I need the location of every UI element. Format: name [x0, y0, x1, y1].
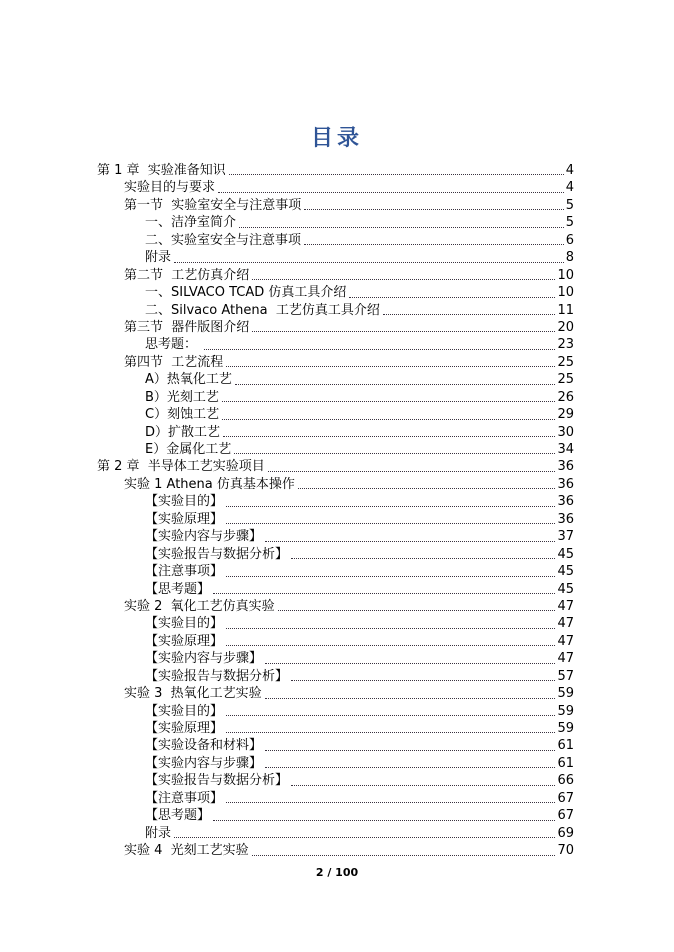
toc-entry[interactable] [97, 511, 574, 528]
toc-entry-page: 47 [557, 616, 574, 632]
toc-entry[interactable] [97, 424, 574, 441]
leader-dots [265, 750, 555, 751]
toc-entry-page: 5 [565, 215, 574, 231]
leader-dots [213, 593, 555, 594]
toc-entry-label: 一、SILVACO TCAD 仿真工具介绍 [145, 285, 347, 301]
toc-entry[interactable] [97, 807, 574, 824]
toc-entry-label: 【注意事项】 [145, 790, 224, 806]
toc-entry-page: 47 [557, 633, 574, 649]
leader-dots [226, 523, 555, 524]
toc-entry[interactable] [97, 615, 574, 632]
leader-dots [223, 436, 555, 437]
leader-dots [204, 349, 555, 350]
toc-entry[interactable] [97, 598, 574, 615]
leader-dots [239, 227, 564, 228]
toc-entry-label: 实验 4 光刻工艺实验 [124, 843, 249, 859]
leader-dots [218, 192, 564, 193]
toc-entry-label: 【思考题】 [145, 581, 211, 597]
leader-dots [291, 785, 555, 786]
leader-dots [226, 366, 555, 367]
toc-entry[interactable] [97, 825, 574, 842]
toc-entry-label: 【实验内容与步骤】 [145, 529, 263, 545]
toc-entry-label: 第 2 章 半导体工艺实验项目 [97, 459, 265, 475]
toc-entry[interactable] [97, 162, 574, 179]
toc-entry-page: 57 [557, 668, 574, 684]
toc-entry-label: E）金属化工艺 [145, 442, 232, 457]
leader-dots [252, 855, 556, 856]
toc-entry[interactable] [97, 493, 574, 510]
toc-entry-page: 36 [557, 459, 574, 475]
leader-dots [222, 401, 556, 402]
toc-entry-page: 5 [565, 197, 574, 213]
toc-entry[interactable] [97, 772, 574, 789]
toc-entry-page: 36 [557, 494, 574, 510]
toc-entry[interactable] [97, 842, 574, 859]
toc-entry[interactable] [97, 633, 574, 650]
toc-entry-label: 二、Silvaco Athena 工艺仿真工具介绍 [145, 302, 380, 318]
toc-entry[interactable] [97, 458, 574, 475]
toc-entry[interactable] [97, 581, 574, 598]
toc-entry-page: 4 [565, 163, 574, 178]
toc-entry-page: 67 [557, 808, 574, 824]
toc-entry-page: 6 [565, 232, 574, 248]
toc-entry-label: D）扩散工艺 [145, 424, 221, 440]
toc-entry-label: 附录 [145, 825, 172, 841]
toc-entry-label: 第 1 章 实验准备知识 [97, 163, 226, 178]
page-title: 目录 [310, 126, 363, 151]
toc-entry-label: 【实验报告与数据分析】 [145, 668, 289, 684]
toc-entry-label: 附录 [145, 250, 172, 266]
leader-dots [226, 715, 555, 716]
toc-entry-label: 【注意事项】 [145, 564, 224, 580]
toc-entry[interactable] [97, 197, 574, 214]
leader-dots [304, 244, 564, 245]
toc-entry-page: 70 [557, 843, 574, 859]
toc-entry-label: 【思考题】 [145, 808, 211, 824]
leader-dots [349, 297, 555, 298]
toc-entry-label: 第四节 工艺流程 [124, 354, 224, 370]
toc-entry-page: 45 [557, 581, 574, 597]
toc-entry-page: 36 [557, 511, 574, 527]
toc-entry-label: 【实验报告与数据分析】 [145, 773, 289, 789]
toc-entry-label: 第二节 工艺仿真介绍 [124, 267, 250, 283]
toc-entry[interactable] [97, 703, 574, 720]
leader-dots [226, 645, 555, 646]
leader-dots [174, 262, 564, 263]
toc-entry-page: 23 [557, 337, 574, 353]
toc-entry-label: 【实验内容与步骤】 [145, 755, 263, 771]
toc-entry-page: 34 [557, 442, 574, 457]
leader-dots [278, 610, 556, 611]
toc-entry-page: 59 [557, 686, 574, 702]
leader-dots [265, 663, 555, 664]
leader-dots [234, 453, 555, 454]
toc-entry-label: 第三节 器件版图介绍 [124, 319, 250, 335]
leader-dots [226, 802, 555, 803]
toc-entry[interactable] [97, 685, 574, 702]
toc-entry[interactable] [97, 302, 574, 319]
toc-entry[interactable] [97, 354, 574, 371]
toc-entry-page: 4 [565, 180, 574, 196]
toc-entry-label: 【实验原理】 [145, 721, 224, 736]
leader-dots [222, 419, 555, 420]
toc-entry[interactable] [97, 406, 574, 423]
leader-dots [383, 314, 556, 315]
toc-entry[interactable] [97, 563, 574, 580]
leader-dots [226, 576, 555, 577]
leader-dots [298, 488, 556, 489]
leader-dots [226, 506, 555, 507]
toc-entry[interactable] [97, 737, 574, 754]
toc-entry-page: 59 [557, 721, 574, 736]
toc-entry[interactable] [97, 755, 574, 772]
toc-entry-page: 36 [557, 476, 574, 492]
toc-entry[interactable] [97, 179, 574, 196]
leader-dots [252, 331, 555, 332]
toc-entry-page: 25 [557, 354, 574, 370]
toc-entry[interactable] [97, 336, 574, 353]
table-of-contents [97, 162, 574, 860]
toc-entry-page: 37 [557, 529, 574, 545]
leader-dots [268, 471, 556, 472]
toc-entry-label: A）热氧化工艺 [145, 372, 232, 388]
toc-entry-page: 66 [557, 773, 574, 789]
leader-dots [174, 837, 555, 838]
toc-entry[interactable] [97, 528, 574, 545]
toc-entry-label: 一、洁净室简介 [145, 215, 237, 231]
toc-entry-label: 【实验原理】 [145, 511, 224, 527]
toc-entry[interactable] [97, 232, 574, 249]
toc-entry-label: 实验目的与要求 [124, 180, 216, 196]
toc-entry[interactable] [97, 650, 574, 667]
toc-entry-page: 47 [557, 651, 574, 667]
leader-dots [213, 820, 555, 821]
toc-entry-label: 实验 1 Athena 仿真基本操作 [124, 476, 295, 492]
leader-dots [226, 628, 555, 629]
leader-dots [265, 698, 556, 699]
toc-entry-page: 69 [557, 825, 574, 841]
toc-entry-label: 第一节 实验室安全与注意事项 [124, 197, 302, 213]
toc-entry-page: 10 [557, 267, 574, 283]
toc-entry-label: B）光刻工艺 [145, 389, 219, 405]
leader-dots [229, 174, 564, 175]
toc-entry[interactable] [97, 668, 574, 685]
toc-entry[interactable] [97, 790, 574, 807]
toc-entry-page: 8 [565, 250, 574, 266]
toc-entry[interactable] [97, 441, 574, 458]
leader-dots [265, 767, 555, 768]
toc-entry-page: 61 [557, 738, 574, 754]
leader-dots [252, 279, 555, 280]
toc-entry-page: 26 [557, 389, 574, 405]
toc-entry[interactable] [97, 546, 574, 563]
leader-dots [265, 541, 555, 542]
toc-entry-label: 【实验目的】 [145, 494, 224, 510]
toc-entry-label: C）刻蚀工艺 [145, 407, 220, 423]
leader-dots [226, 732, 555, 733]
toc-entry[interactable] [97, 214, 574, 231]
toc-entry-label: 【实验目的】 [145, 616, 224, 632]
toc-entry-label: 【实验目的】 [145, 703, 224, 719]
toc-entry[interactable] [97, 389, 574, 406]
toc-entry-label: 【实验报告与数据分析】 [145, 546, 289, 562]
toc-entry[interactable] [97, 371, 574, 388]
leader-dots [304, 209, 563, 210]
toc-entry-label: 【实验设备和材料】 [145, 738, 263, 754]
toc-entry-page: 67 [557, 790, 574, 806]
toc-entry-label: 思考题： [145, 337, 202, 353]
leader-dots [291, 680, 555, 681]
toc-entry-page: 10 [557, 285, 574, 301]
toc-entry[interactable] [97, 249, 574, 266]
toc-entry-page: 11 [557, 302, 574, 318]
toc-entry-page: 59 [557, 703, 574, 719]
toc-entry[interactable] [97, 267, 574, 284]
toc-entry-label: 实验 2 氧化工艺仿真实验 [124, 598, 275, 614]
toc-entry-page: 45 [557, 564, 574, 580]
toc-entry[interactable] [97, 319, 574, 336]
toc-entry[interactable] [97, 720, 574, 737]
toc-entry-label: 【实验原理】 [145, 633, 224, 649]
toc-entry[interactable] [97, 284, 574, 301]
leader-dots [291, 558, 555, 559]
toc-entry[interactable] [97, 476, 574, 493]
toc-entry-label: 实验 3 热氧化工艺实验 [124, 686, 262, 702]
page-number: 2 / 100 [315, 866, 359, 879]
toc-entry-page: 61 [557, 755, 574, 771]
leader-dots [235, 384, 556, 385]
toc-entry-page: 29 [557, 407, 574, 423]
toc-entry-page: 25 [557, 372, 574, 388]
toc-entry-page: 45 [557, 546, 574, 562]
toc-entry-label: 二、实验室安全与注意事项 [145, 232, 302, 248]
toc-entry-label: 【实验内容与步骤】 [145, 651, 263, 667]
toc-entry-page: 30 [557, 424, 574, 440]
toc-entry-page: 47 [557, 598, 574, 614]
toc-entry-page: 20 [557, 319, 574, 335]
